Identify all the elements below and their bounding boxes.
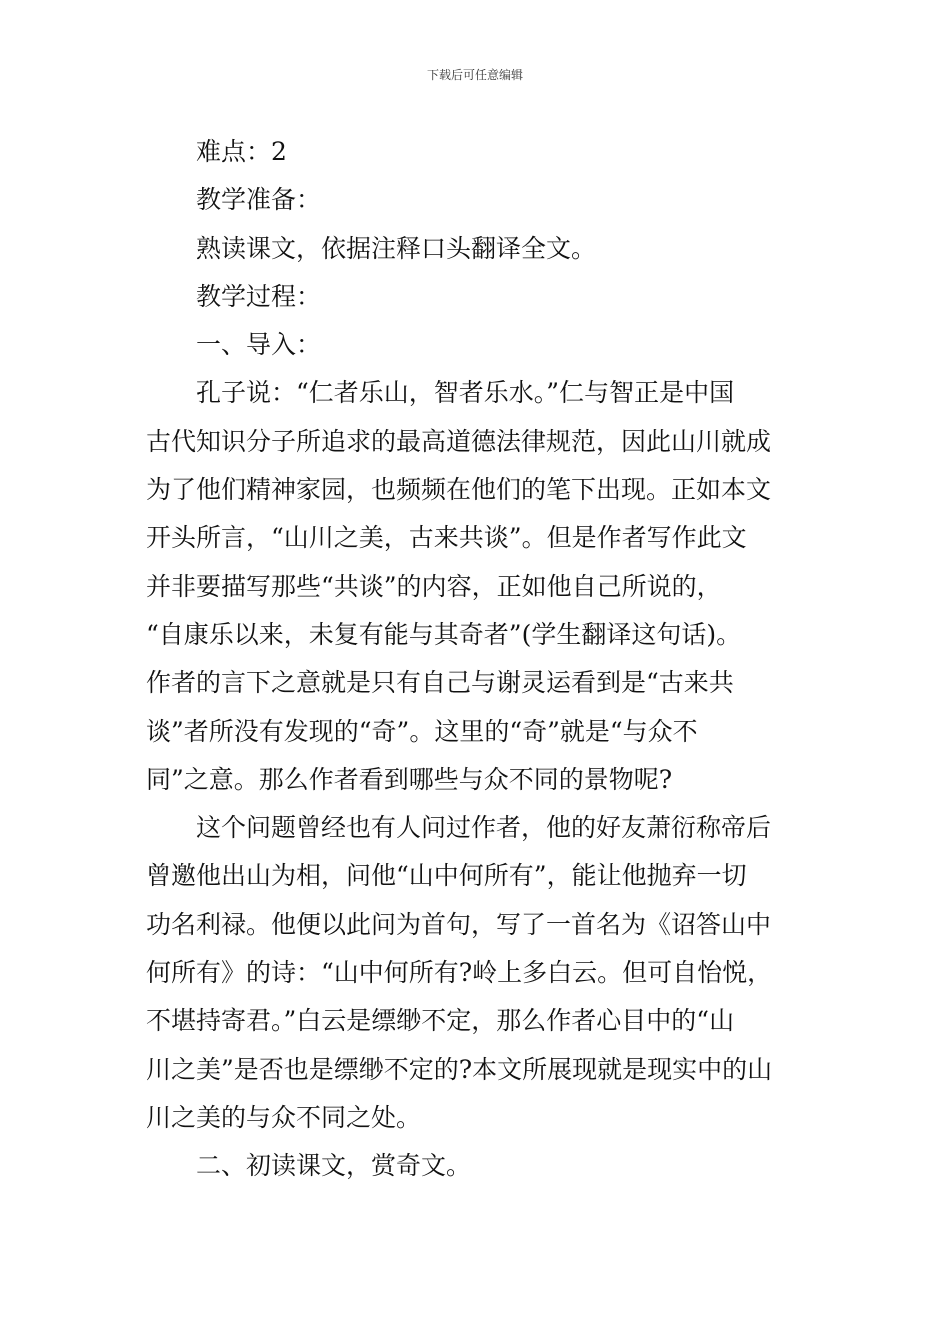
text-line: “自康乐以来，未复有能与其奇者”(学生翻译这句话)。 <box>146 619 742 649</box>
text-line: 开头所言，“山川之美，古来共谈”。但是作者写作此文 <box>146 523 747 553</box>
page-header: 下载后可任意编辑 <box>426 68 523 82</box>
text-line: 川之美的与众不同之处。 <box>146 1102 422 1132</box>
text-line: 熟读课文，依据注释口头翻译全文。 <box>196 233 597 263</box>
text-line: 并非要描写那些“共谈”的内容，正如他自己所说的， <box>146 571 722 601</box>
text-line: 作者的言下之意就是只有自己与谢灵运看到是“古来共 <box>146 668 734 698</box>
text-line: 川之美”是否也是缥缈不定的?本文所展现就是现实中的山 <box>146 1054 773 1084</box>
text-line: 古代知识分子所追求的最高道德法律规范，因此山川就成 <box>146 426 772 456</box>
text-line: 为了他们精神家园，也频频在他们的笔下出现。正如本文 <box>146 475 772 505</box>
text-line: 这个问题曾经也有人问过作者，他的好友萧衍称帝后 <box>196 813 772 843</box>
text-line: 二、初读课文，赏奇文。 <box>196 1151 472 1181</box>
text-line: 一、导入： <box>196 330 322 360</box>
text-line: 孔子说：“仁者乐山，智者乐水。”仁与智正是中国 <box>196 378 735 408</box>
text-line: 难点：2 <box>196 137 287 166</box>
text-line: 教学过程： <box>196 281 322 311</box>
text-line: 不堪持寄君。”白云是缥缈不定，那么作者心目中的“山 <box>146 1006 735 1036</box>
text-line: 何所有》的诗：“山中何所有?岭上多白云。但可自怡悦， <box>146 958 773 988</box>
text-line: 曾邀他出山为相，问他“山中何所有”，能让他抛弃一切 <box>146 861 747 891</box>
text-line: 谈”者所没有发现的“奇”。这里的“奇”就是“与众不 <box>146 716 698 746</box>
text-line: 功名利禄。他便以此问为首句，写了一首名为《诏答山中 <box>146 909 772 939</box>
document-body <box>146 128 806 1191</box>
text-line: 同”之意。那么作者看到哪些与众不同的景物呢? <box>146 764 673 794</box>
text-line: 教学准备： <box>196 185 322 215</box>
